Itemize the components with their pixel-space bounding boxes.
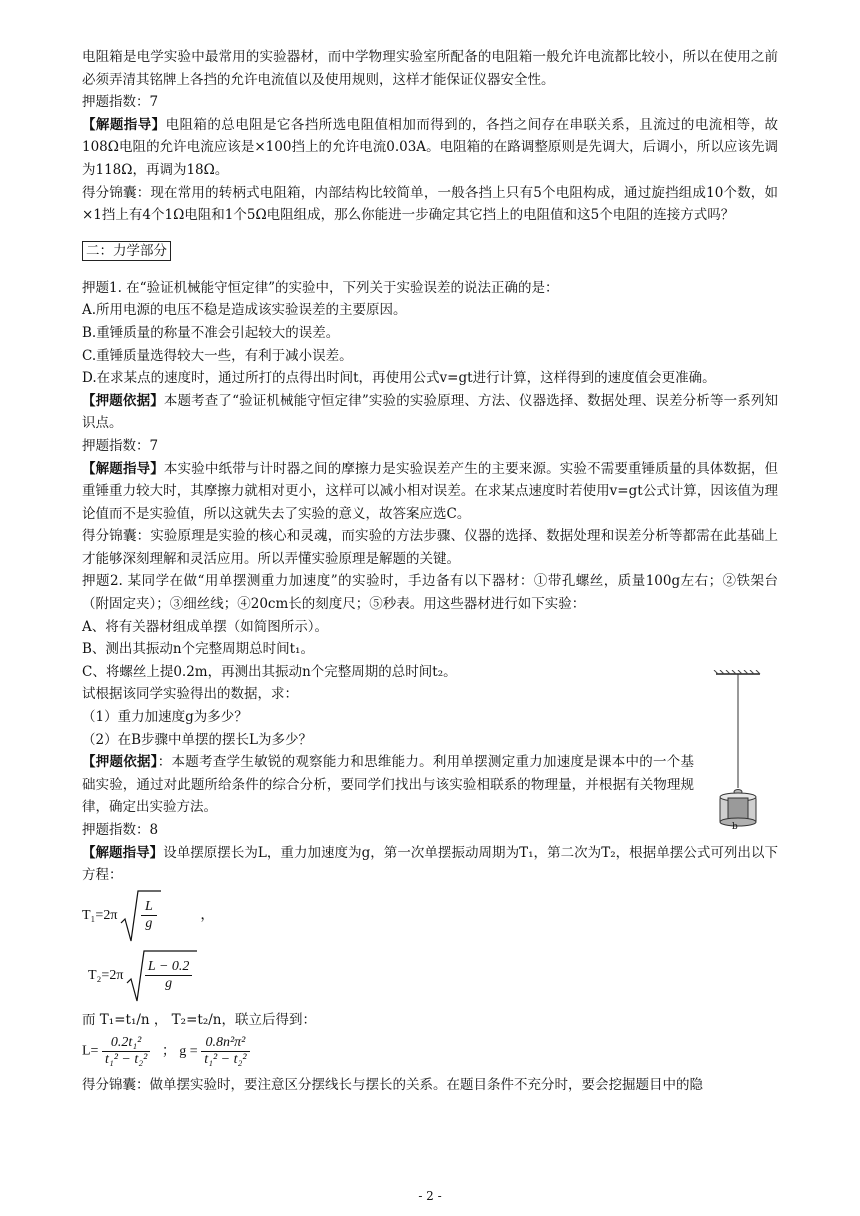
guide-text: 本实验中纸带与计时器之间的摩擦力是实验误差产生的主要来源。实验不需要重锤质量的具体数据，但重锤重力较大时，其摩擦力就相对更小，这样可以减小相对误差。在求某点速度时若使用v=gt公式计算，因该值为理论值而不是实验值，所以这就失去了实验的意义，故答案应选C。 [82,460,779,522]
q1-option-d: D.在求某点的速度时，通过所打的点得出时间t，再使用公式v=gt进行计算，这样得到的速度值会更准确。 [82,370,716,387]
fraction-L: $\frac{\text{0.2t₁²}}{\text{t₁² − t₂²}}$ [102,1035,150,1068]
formula-L-left: L= [82,1044,99,1060]
q1-tips: 得分锦囊：实验原理是实验的核心和灵魂，而实验的方法步骤、仪器的选择、数据处理和误差分析等都需在此基础上才能够深刻理解和灵活应用。所以弄懂实验原理是解题的关键。 [82,528,778,567]
formula-t1 [82,889,778,943]
fraction-L-minus-over-g: $\frac{L - 0.2}{g}$ [145,959,192,992]
intro-guide [82,114,778,182]
q2-steps [82,616,694,819]
q1-option-c: C.重锤质量选得较大一些，有利于减小误差。 [82,347,353,364]
fraction-g: $\frac{\text{0.8n²π²}}{\text{t₁² − t₂²}}$ [201,1035,249,1068]
basis-text: 本题考查了“验证机械能守恒定律”实验的实验原理、方法、仪器选择、数据处理、误差分析等一系列知识点。 [82,392,779,432]
q1-basis [82,390,778,435]
q1-stem: 押题1. 在“验证机械能守恒定律”的实验中，下列关于实验误差的说法正确的是： [82,279,559,296]
guide-tag: 【解题指导】 [82,116,166,133]
fraction-L-over-g: $\frac{L}{g}$ [141,899,157,932]
page-number: - 2 - [418,1189,442,1203]
q2-step-a: A、将有关器材组成单摆（如简图所示）。 [82,618,328,635]
formula-sep: ； g = [161,1044,198,1060]
basis-tag: 【押题依据】 [82,754,158,771]
q2-ask-1: （1）重力加速度g为多少？ [82,709,248,726]
q1-option-b: B.重锤质量的称量不准会引起较大的误差。 [82,324,340,341]
guide-tag: 【解题指导】 [82,460,164,477]
basis-tag: 【押题依据】 [82,392,164,409]
q2-guide [82,842,778,887]
formula-t1-comma: ， [200,908,215,923]
intro-paragraph: 电阻箱是电学实验中最常用的实验器材，而中学物理实验室所配备的电阻箱一般允许电流都比较小，所以在使用之前必须弄清其铭牌上各挡的允许电流值以及使用规则，这样才能保证仪器安全性。 [82,49,778,88]
basis-text: ：本题考查学生敏锐的观察能力和思维能力。利用单摆测定重力加速度是课本中的一个基础实验，通过对此题所给条件的综合分析，要同学们找出与该实验相联系的物理量，并根据有关物理规律，确定出实验方法。 [82,754,695,816]
guide-text: 设单摆原摆长为L，重力加速度为g，第一次单摆振动周期为T₁，第二次为T₂，根据单摆公式可列出以下方程： [82,844,778,884]
guide-text: 电阻箱的总电阻是它各挡所选电阻值相加而得到的，各挡之间存在串联关系，且流过的电流相等，故108Ω电阻的允许电流应该是×100挡上的允许电流0.03A。电阻箱的在路调整原则是先调大，后调小，所以应该先调为118Ω，再调为18Ω。 [82,116,779,178]
q1-index: 押题指数：7 [82,437,159,454]
q1-guide [82,458,778,526]
q2-index: 押题指数：8 [82,822,159,838]
formula-t2 [88,949,778,1003]
q2-ask-2: （2）在B步骤中单摆的摆长L为多少？ [82,731,312,748]
intro-tips: 得分锦囊：现在常用的转柄式电阻箱，内部结构比较简单，一般各挡上只有5个电阻构成，通过旋挡组成10个数，如×1挡上有4个1Ω电阻和1个5Ω电阻组成，那么你能进一步确定其它挡上的电阻值和这5个电阻的连接方式吗？ [82,184,778,224]
q2-step-b: B、测出其振动n个完整周期总时间t₁。 [82,641,314,658]
q2-stem: 押题2. 某同学在做“用单摆测重力加速度”的实验时，手边备有以下器材：①带孔螺丝，质量100g左右；②铁架台（附固定夹）；③细丝线；④20cm长的刻度尺；⑤秒表。用这些器材进行如下实验： [82,573,778,613]
formula-t1-left: T₁=2π [82,908,118,923]
q2-step-c: C、将螺丝上提0.2m，再测出其振动n个完整周期的总时间t₂。 [82,663,457,680]
document-page [82,46,778,1097]
figure-label: b [732,822,738,832]
section-heading: 二：力学部分 [82,241,171,261]
q2-basis [82,751,694,819]
q2-tips: 得分锦囊：做单摆实验时，要注意区分摆线长与摆长的关系。在题目条件不充分时，要会挖掘题目中的隐 [82,1077,703,1094]
formula-t2-left: T₂=2π [88,968,124,983]
relation-line: 而 T₁=t₁/n ， T₂=t₂/n，联立后得到： [82,1011,316,1028]
pendulum-figure [708,670,768,840]
intro-index: 押题指数：7 [82,94,159,111]
q2-ask: 试根据该同学实验得出的数据，求： [82,686,298,703]
guide-tag: 【解题指导】 [82,844,164,861]
q1-option-a: A.所用电源的电压不稳是造成该实验误差的主要原因。 [82,302,407,319]
formula-results [82,1035,778,1068]
